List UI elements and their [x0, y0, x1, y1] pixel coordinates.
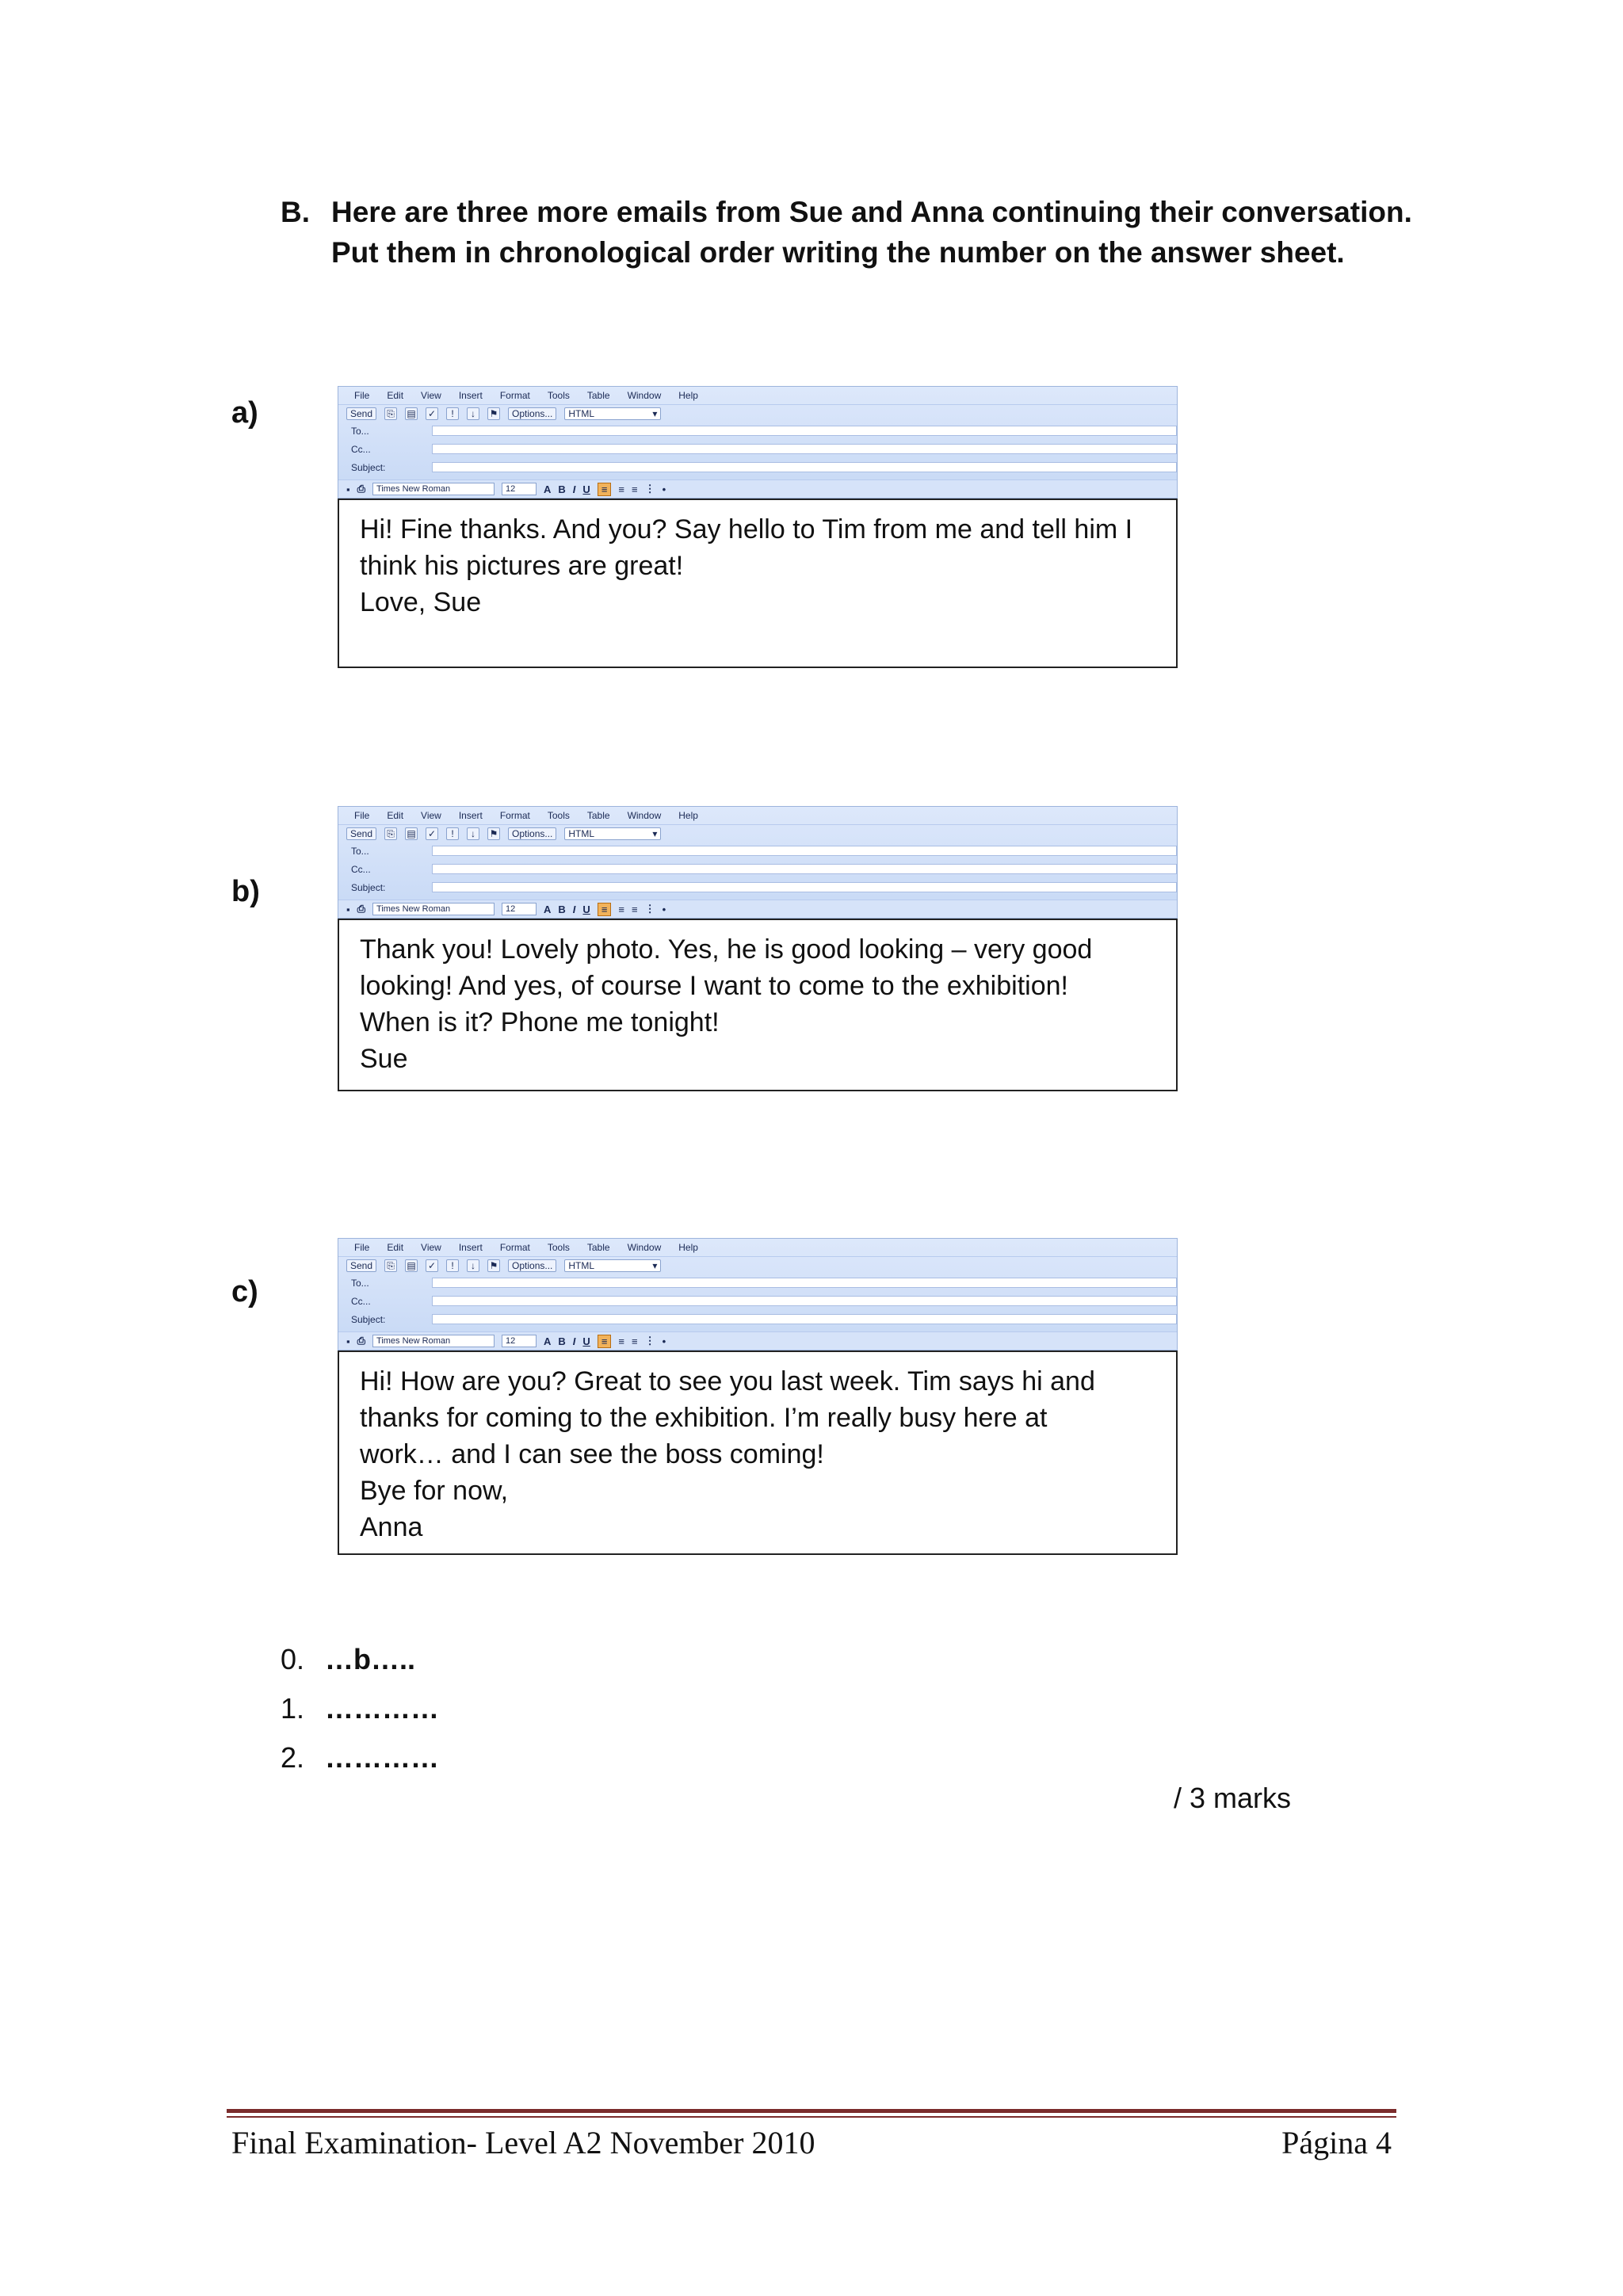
to-field[interactable] — [432, 426, 1177, 436]
font-color-icon[interactable]: A — [544, 483, 552, 495]
menu-file[interactable]: File — [354, 810, 370, 821]
to-button[interactable]: To... — [351, 425, 369, 437]
underline-icon[interactable]: U — [582, 483, 590, 495]
cc-button[interactable]: Cc... — [351, 863, 371, 875]
numbered-list-icon[interactable]: ⋮ — [644, 903, 655, 915]
answer-blank[interactable]: ………… — [325, 1692, 439, 1725]
bold-icon[interactable]: B — [558, 483, 566, 495]
menu-edit[interactable]: Edit — [387, 810, 404, 821]
save-icon[interactable]: ▪ — [346, 903, 350, 915]
format-select[interactable] — [564, 407, 661, 420]
menu-file[interactable]: File — [354, 390, 370, 401]
answer-blank[interactable]: ………… — [325, 1741, 439, 1774]
answer-number: 1. — [281, 1692, 305, 1725]
task-line-2: Put them in chronological order writing the number on the answer sheet. — [331, 236, 1345, 269]
underline-icon[interactable]: U — [582, 1335, 590, 1347]
cc-field[interactable] — [432, 444, 1177, 454]
subject-field[interactable] — [432, 462, 1177, 472]
menu-insert[interactable]: Insert — [458, 390, 483, 401]
align-center-icon[interactable]: ≡ — [618, 1335, 624, 1347]
send-button[interactable]: Send — [346, 1259, 376, 1272]
mail-window-chrome — [338, 806, 1178, 919]
importance-low-icon[interactable]: ↓ — [467, 827, 479, 840]
bullet-list-icon[interactable]: • — [662, 1335, 666, 1347]
bold-icon[interactable]: B — [558, 903, 566, 915]
email-line: When is it? Phone me tonight! — [360, 1007, 720, 1037]
email-body — [338, 1350, 1178, 1555]
menu-table[interactable]: Table — [586, 1242, 610, 1253]
font-select[interactable]: Times New Roman — [372, 483, 495, 495]
mail-toolbar — [338, 1256, 1177, 1274]
menu-help[interactable]: Help — [678, 390, 698, 401]
print-icon[interactable]: ⎙ — [357, 483, 366, 495]
email-line: Sue — [360, 1044, 408, 1074]
font-size-select[interactable]: 12 — [502, 1335, 537, 1347]
importance-low-icon[interactable]: ↓ — [467, 1259, 479, 1272]
email-body — [338, 499, 1178, 668]
menu-bar — [338, 387, 1177, 404]
menu-bar — [338, 807, 1177, 824]
menu-view[interactable]: View — [421, 390, 441, 401]
importance-low-icon[interactable]: ↓ — [467, 407, 479, 420]
email-line: Hi! Fine thanks. And you? Say hello to Tim from me and tell him I — [360, 514, 1133, 544]
menu-insert[interactable]: Insert — [458, 1242, 483, 1253]
italic-icon[interactable]: I — [572, 1335, 576, 1347]
to-button[interactable]: To... — [351, 845, 369, 857]
marks-total: / 3 marks — [1174, 1782, 1292, 1814]
email-line: Hi! How are you? Great to see you last week. Tim says hi and — [360, 1366, 1095, 1396]
send-button[interactable]: Send — [346, 407, 376, 420]
email-c-label: c) — [231, 1275, 258, 1308]
print-icon[interactable]: ⎙ — [357, 1335, 366, 1347]
attach-icon[interactable]: ⎘ — [384, 1259, 397, 1272]
footer-rule — [227, 2116, 1396, 2118]
cc-field[interactable] — [432, 1296, 1177, 1306]
menu-table[interactable]: Table — [586, 390, 610, 401]
address-book-icon[interactable]: ▤ — [405, 1259, 418, 1272]
align-left-icon[interactable]: ≡ — [598, 1335, 612, 1348]
mail-window-chrome — [338, 1238, 1178, 1350]
save-icon[interactable]: ▪ — [346, 1335, 350, 1347]
format-select[interactable] — [564, 827, 661, 840]
importance-high-icon[interactable]: ! — [446, 827, 459, 840]
numbered-list-icon[interactable]: ⋮ — [644, 1335, 655, 1347]
email-a-label: a) — [231, 396, 258, 430]
align-right-icon[interactable]: ≡ — [632, 1335, 638, 1347]
to-field[interactable] — [432, 1278, 1177, 1288]
menu-bar — [338, 1239, 1177, 1256]
check-names-icon[interactable]: ✓ — [426, 407, 438, 420]
send-button[interactable]: Send — [346, 827, 376, 840]
options-button[interactable]: Options... — [508, 827, 556, 840]
formatting-toolbar — [338, 479, 1177, 498]
email-line: think his pictures are great! — [360, 551, 684, 581]
email-line: thanks for coming to the exhibition. I’m really busy here at — [360, 1403, 1048, 1433]
print-icon[interactable]: ⎙ — [357, 903, 366, 915]
footer-page-number: Página 4 — [1281, 2125, 1392, 2160]
address-book-icon[interactable]: ▤ — [405, 827, 418, 840]
align-center-icon[interactable]: ≡ — [618, 903, 624, 915]
numbered-list-icon[interactable]: ⋮ — [644, 483, 655, 495]
subject-label: Subject: — [351, 881, 386, 893]
menu-window[interactable]: Window — [627, 1242, 662, 1253]
menu-format[interactable]: Format — [499, 390, 530, 401]
to-field[interactable] — [432, 846, 1177, 856]
menu-tools[interactable]: Tools — [547, 810, 570, 821]
font-select[interactable]: Times New Roman — [372, 903, 495, 915]
email-line: Anna — [360, 1512, 423, 1542]
bullet-list-icon[interactable]: • — [662, 483, 666, 495]
email-b-label: b) — [231, 875, 260, 908]
align-center-icon[interactable]: ≡ — [618, 483, 624, 495]
menu-help[interactable]: Help — [678, 810, 698, 821]
subject-field[interactable] — [432, 1314, 1177, 1324]
format-select-value: HTML — [568, 408, 595, 419]
email-c-composer — [338, 1238, 1178, 1555]
cc-button[interactable]: Cc... — [351, 443, 371, 455]
italic-icon[interactable]: I — [572, 483, 576, 495]
flag-icon[interactable]: ⚑ — [487, 827, 500, 840]
task-instructions — [281, 192, 1469, 273]
options-button[interactable]: Options... — [508, 1259, 556, 1272]
email-body — [338, 919, 1178, 1091]
email-a-composer — [338, 386, 1178, 668]
chevron-down-icon: ▾ — [652, 828, 658, 839]
menu-tools[interactable]: Tools — [547, 1242, 570, 1253]
menu-edit[interactable]: Edit — [387, 390, 404, 401]
menu-window[interactable]: Window — [627, 810, 662, 821]
to-button[interactable]: To... — [351, 1277, 369, 1289]
menu-table[interactable]: Table — [586, 810, 610, 821]
answer-number: 0. — [281, 1643, 305, 1675]
email-line: Bye for now, — [360, 1476, 509, 1506]
menu-file[interactable]: File — [354, 1242, 370, 1253]
font-select[interactable]: Times New Roman — [372, 1335, 495, 1347]
menu-help[interactable]: Help — [678, 1242, 698, 1253]
cc-field[interactable] — [432, 864, 1177, 874]
email-line: Thank you! Lovely photo. Yes, he is good looking – very good — [360, 934, 1093, 965]
align-right-icon[interactable]: ≡ — [632, 903, 638, 915]
flag-icon[interactable]: ⚑ — [487, 1259, 500, 1272]
flag-icon[interactable]: ⚑ — [487, 407, 500, 420]
importance-high-icon[interactable]: ! — [446, 1259, 459, 1272]
font-size-select[interactable]: 12 — [502, 903, 537, 915]
importance-high-icon[interactable]: ! — [446, 407, 459, 420]
options-button[interactable]: Options... — [508, 407, 556, 420]
address-book-icon[interactable]: ▤ — [405, 407, 418, 420]
menu-format[interactable]: Format — [499, 1242, 530, 1253]
underline-icon[interactable]: U — [582, 903, 590, 915]
mail-toolbar — [338, 404, 1177, 422]
address-fields — [338, 1274, 1177, 1332]
bullet-list-icon[interactable]: • — [662, 903, 666, 915]
subject-label: Subject: — [351, 461, 386, 473]
subject-label: Subject: — [351, 1313, 386, 1325]
footer-exam-title: Final Examination- Level A2 November 2010 — [231, 2125, 815, 2160]
answer-row — [281, 1635, 439, 1684]
check-names-icon[interactable]: ✓ — [426, 1259, 438, 1272]
formatting-toolbar — [338, 1331, 1177, 1350]
bold-icon[interactable]: B — [558, 1335, 566, 1347]
align-right-icon[interactable]: ≡ — [632, 483, 638, 495]
cc-button[interactable]: Cc... — [351, 1295, 371, 1307]
email-line: Love, Sue — [360, 587, 482, 617]
answer-row — [281, 1684, 439, 1733]
mail-window-chrome — [338, 386, 1178, 499]
address-fields — [338, 842, 1177, 900]
menu-tools[interactable]: Tools — [547, 390, 570, 401]
menu-insert[interactable]: Insert — [458, 810, 483, 821]
answer-value: …b….. — [325, 1643, 415, 1675]
menu-view[interactable]: View — [421, 1242, 441, 1253]
format-select-value: HTML — [568, 828, 595, 839]
answer-number: 2. — [281, 1741, 305, 1774]
menu-edit[interactable]: Edit — [387, 1242, 404, 1253]
save-icon[interactable]: ▪ — [346, 483, 350, 495]
format-select[interactable] — [564, 1259, 661, 1272]
menu-view[interactable]: View — [421, 810, 441, 821]
font-color-icon[interactable]: A — [544, 903, 552, 915]
font-size-select[interactable]: 12 — [502, 483, 537, 495]
align-left-icon[interactable]: ≡ — [598, 483, 612, 496]
format-select-value: HTML — [568, 1260, 595, 1271]
chevron-down-icon: ▾ — [652, 1260, 658, 1271]
menu-format[interactable]: Format — [499, 810, 530, 821]
answer-row — [281, 1733, 439, 1782]
font-color-icon[interactable]: A — [544, 1335, 552, 1347]
formatting-toolbar — [338, 900, 1177, 918]
attach-icon[interactable]: ⎘ — [384, 827, 397, 840]
menu-window[interactable]: Window — [627, 390, 662, 401]
task-letter: B. — [281, 196, 310, 228]
attach-icon[interactable]: ⎘ — [384, 407, 397, 420]
mail-toolbar — [338, 824, 1177, 842]
address-fields — [338, 422, 1177, 480]
answer-list — [281, 1635, 439, 1782]
align-left-icon[interactable]: ≡ — [598, 903, 612, 916]
email-line: work… and I can see the boss coming! — [360, 1439, 824, 1469]
email-line: looking! And yes, of course I want to come to the exhibition! — [360, 971, 1068, 1001]
email-b-composer — [338, 806, 1178, 1091]
italic-icon[interactable]: I — [572, 903, 576, 915]
chevron-down-icon: ▾ — [652, 408, 658, 419]
check-names-icon[interactable]: ✓ — [426, 827, 438, 840]
subject-field[interactable] — [432, 882, 1177, 892]
footer-rule — [227, 2109, 1396, 2113]
task-line-1: Here are three more emails from Sue and Anna continuing their conversation. — [331, 196, 1412, 228]
